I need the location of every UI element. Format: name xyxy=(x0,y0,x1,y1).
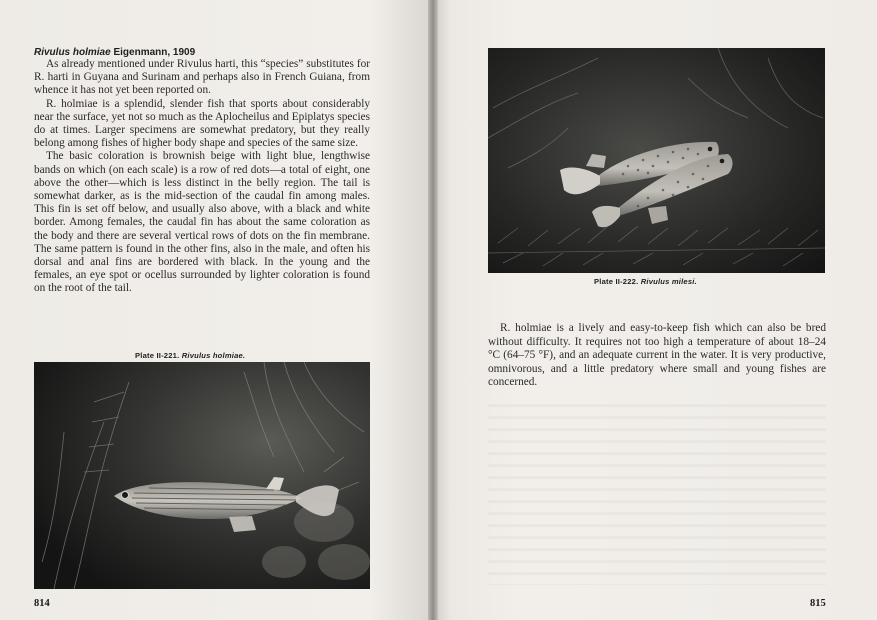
show-through-texture xyxy=(488,395,826,585)
right-page xyxy=(433,0,877,620)
rivulus-holmiae-image xyxy=(34,362,370,589)
paragraph-1: As already mentioned under Rivulus harti, this “species” substitutes for R. harti in Guyana and Surinam and perhaps also in French Guiana, from whence it has not yet been reported on. xyxy=(34,58,370,97)
right-paragraph: R. holmiae is a lively and easy-to-keep fish which can also be bred without difficulty. It requires not too high a temperature of about 18–24 °C (64–75 °F), and an adequate current in the water. It is very productive, omnivorous, and a little predatory where small and young fishes are concerned. xyxy=(488,322,826,389)
left-page-number: 814 xyxy=(34,598,50,609)
section-title xyxy=(34,47,195,58)
plate-221-caption xyxy=(135,351,245,360)
plate-221-species: Rivulus holmiae. xyxy=(181,351,246,360)
plate-221-label: Plate II-221. xyxy=(135,351,182,360)
plate-222-caption xyxy=(594,277,697,286)
paragraph-2: R. holmiae is a splendid, slender fish that sports about considerably near the surface, yet not so much as the Aplocheilus and Epiplatys species do at times. Larger specimens are somewhat predatory, but they really belong among fishes of higher body shape and species of the same size. xyxy=(34,97,370,150)
plate-222-species: Rivulus milesi. xyxy=(640,277,697,286)
paragraph-3: The basic coloration is brownish beige with light blue, lengthwise bands on which (on each scale) is a row of red dots—a total of eight, one above the other—which is less distinct in the belly region. The tail is somewhat darker, as is the mid-section of the caudal fin among males. This fin is set off below, and usually also above, with a black and white border. Among females, the caudal fin has about the same coloration as the body and there are several vertical rows of dots on the fin membrane. The same pattern is found in the other fins, also in the male, and often his dorsal and anal fins are bordered with black. In the young and the females, an eye spot or ocellus surrounded by lighter coloration is found on the root of the tail. xyxy=(34,150,370,295)
plate-222-label: Plate II-222. xyxy=(594,277,641,286)
plate-222-photo xyxy=(488,48,825,273)
book-gutter xyxy=(428,0,438,620)
section-title-species: Rivulus holmiae xyxy=(34,47,111,58)
right-page-number: 815 xyxy=(810,598,826,609)
left-body-text xyxy=(34,58,370,296)
plate-221-photo xyxy=(34,362,370,589)
right-body-text xyxy=(488,322,826,390)
rivulus-milesi-image xyxy=(488,48,825,273)
section-title-authority: Eigenmann, 1909 xyxy=(110,47,196,58)
left-page xyxy=(0,0,433,620)
